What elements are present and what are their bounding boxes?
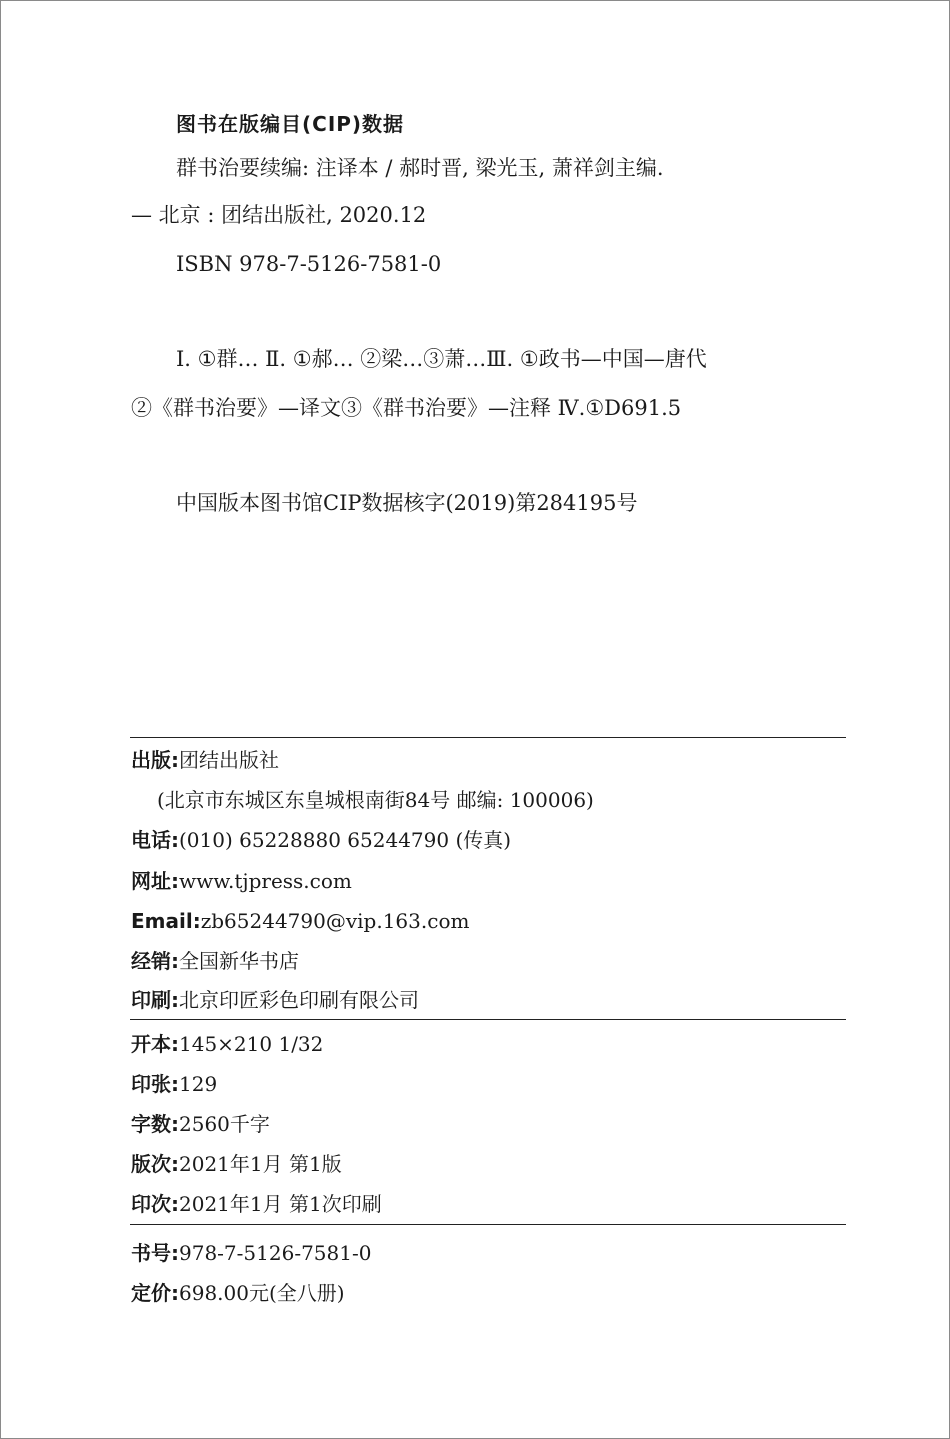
cip-classification-line-2: ②《群书治要》—译文③《群书治要》—注释 Ⅳ.①D691.5 — [131, 396, 682, 420]
website-value: www.tjpress.com — [179, 869, 352, 893]
email-value: zb65244790@vip.163.com — [200, 909, 470, 933]
divider-top — [130, 737, 846, 738]
cip-publication-line: — 北京 : 团结出版社, 2020.12 — [131, 203, 427, 227]
printing-label: 印次: — [131, 1192, 179, 1216]
price-label: 定价: — [131, 1281, 179, 1305]
printer-label: 印刷: — [131, 988, 179, 1012]
printer-row — [131, 990, 419, 1010]
book-number-row — [131, 1243, 371, 1263]
edition-value: 2021年1月 第1版 — [179, 1152, 342, 1176]
printing-row — [131, 1194, 382, 1214]
cip-classification-line-1: Ⅰ. ①群… Ⅱ. ①郝… ②梁…③萧…Ⅲ. ①政书—中国—唐代 — [176, 347, 707, 371]
sheets-value: 129 — [179, 1072, 218, 1096]
edition-row — [131, 1154, 342, 1174]
book-number-value: 978-7-5126-7581-0 — [179, 1241, 372, 1265]
cip-bibliographic-line: 群书治要续编: 注译本 / 郝时晋, 梁光玉, 萧祥剑主编. — [176, 156, 664, 180]
divider-bottom — [130, 1224, 846, 1225]
divider-middle — [130, 1019, 846, 1020]
publisher-label: 出版: — [131, 748, 179, 772]
format-row — [131, 1034, 323, 1054]
printing-value: 2021年1月 第1次印刷 — [179, 1192, 382, 1216]
distributor-value: 全国新华书店 — [179, 949, 299, 973]
book-number-label: 书号: — [131, 1241, 179, 1265]
phone-row — [131, 830, 511, 850]
phone-value: (010) 65228880 65244790 (传真) — [179, 828, 512, 852]
cip-isbn: ISBN 978-7-5126-7581-0 — [176, 252, 442, 276]
price-row — [131, 1283, 345, 1303]
website-label: 网址: — [131, 869, 179, 893]
distributor-row — [131, 951, 299, 971]
sheets-row — [131, 1074, 217, 1094]
printer-value: 北京印匠彩色印刷有限公司 — [179, 988, 419, 1012]
edition-label: 版次: — [131, 1152, 179, 1176]
publisher-value: 团结出版社 — [179, 748, 279, 772]
cip-verification-number: 中国版本图书馆CIP数据核字(2019)第284195号 — [176, 491, 638, 515]
wordcount-label: 字数: — [131, 1112, 179, 1136]
phone-label: 电话: — [131, 828, 179, 852]
price-value: 698.00元(全八册) — [179, 1281, 345, 1305]
distributor-label: 经销: — [131, 949, 179, 973]
wordcount-row — [131, 1114, 270, 1134]
format-label: 开本: — [131, 1032, 179, 1056]
publisher-row — [131, 750, 279, 770]
publisher-address: (北京市东城区东皇城根南街84号 邮编: 100006) — [157, 788, 594, 812]
cip-title: 图书在版编目(CIP)数据 — [176, 112, 405, 136]
address-row — [157, 790, 594, 810]
website-row — [131, 871, 352, 891]
email-row — [131, 911, 469, 931]
format-value: 145×210 1/32 — [179, 1032, 324, 1056]
email-label: Email: — [131, 909, 201, 933]
sheets-label: 印张: — [131, 1072, 179, 1096]
wordcount-value: 2560千字 — [179, 1112, 270, 1136]
